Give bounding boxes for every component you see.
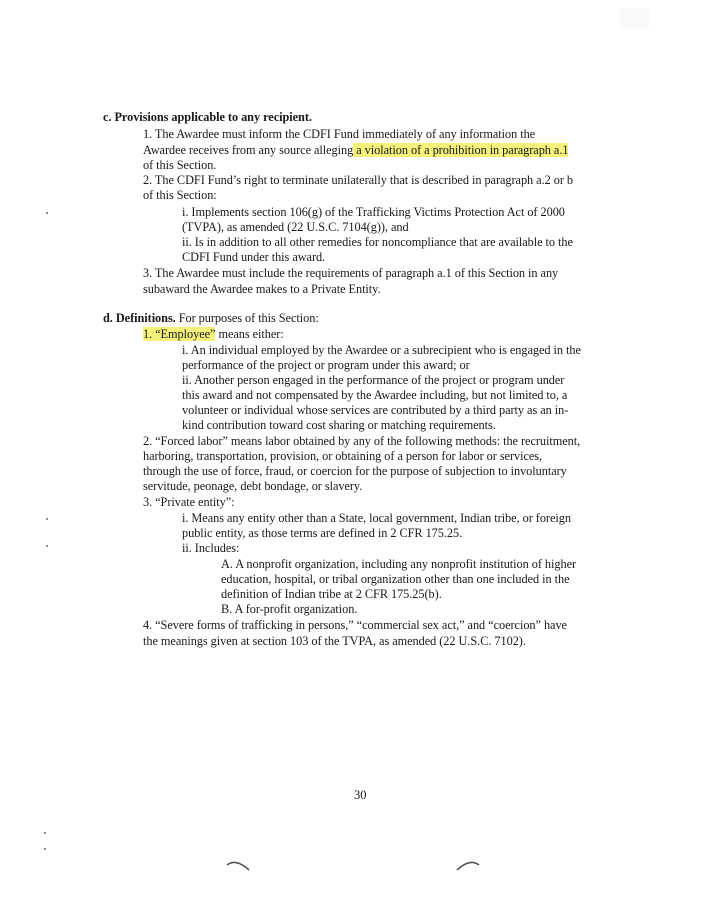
c-item2-ii-line2: CDFI Fund under this award. <box>182 250 326 264</box>
c-item2-line2: of this Section: <box>143 188 217 202</box>
d-item1-rest: means either: <box>215 327 284 341</box>
d-item1-i-line1: i. An individual employed by the Awardee or a subrecipient who is engaged in the <box>182 343 581 357</box>
scan-smudge <box>620 8 650 28</box>
scan-speck <box>46 212 48 214</box>
d-item1-ii-line4: kind contribution toward cost sharing or matching requirements. <box>182 418 496 432</box>
c-item2-i-line2: (TVPA), as amended (22 U.S.C. 7104(g)), and <box>182 220 409 234</box>
d-item3-A-line2: education, hospital, or tribal organization other than one included in the <box>221 572 570 586</box>
c-item3-line2: subaward the Awardee makes to a Private Entity. <box>143 282 381 296</box>
c-item3-line1: 3. The Awardee must include the requirements of paragraph a.1 of this Section in any <box>143 266 559 280</box>
section-d-heading <box>103 311 319 326</box>
scan-speck <box>46 518 48 520</box>
d-item3-B-line: B. A for-profit organization. <box>221 602 358 616</box>
d-item1-line <box>143 327 284 342</box>
section-c-heading: c. Provisions applicable to any recipient. <box>103 110 312 124</box>
scan-speck <box>44 848 46 850</box>
d-item1-ii-line3: volunteer or individual whose services are contributed by a third party as an in- <box>182 403 569 417</box>
d-item1-i-line2: performance of the project or program under this award; or <box>182 358 470 372</box>
d-item3-A-line3: definition of Indian tribe at 2 CFR 175.25(b). <box>221 587 442 601</box>
binder-hole-shadow <box>456 858 480 872</box>
d-item2-line4: servitude, peonage, debt bondage, or slavery. <box>143 479 363 493</box>
c-item2-line1: 2. The CDFI Fund’s right to terminate unilaterally that is described in paragraph a.2 or b <box>143 173 574 187</box>
binder-hole-shadow <box>226 858 250 872</box>
c-item1-line2 <box>143 143 568 158</box>
d-item1-ii-line1: ii. Another person engaged in the performance of the project or program under <box>182 373 565 387</box>
scan-speck <box>46 545 48 547</box>
c-item1-line3: of this Section. <box>143 158 217 172</box>
d-item3-i-line1: i. Means any entity other than a State, local government, Indian tribe, or foreign <box>182 511 571 525</box>
d-item3-A-line1: A. A nonprofit organization, including any nonprofit institution of higher <box>221 557 577 571</box>
d-item3-ii-line: ii. Includes: <box>182 541 240 555</box>
d-item2-line2: harboring, transportation, provision, or obtaining of a person for labor or services, <box>143 449 543 463</box>
c-item2-i-line1: i. Implements section 106(g) of the Trafficking Victims Protection Act of 2000 <box>182 205 565 219</box>
c-item1-line1: 1. The Awardee must inform the CDFI Fund immediately of any information the <box>143 127 536 141</box>
c-item2-ii-line1: ii. Is in addition to all other remedies for noncompliance that are available to the <box>182 235 573 249</box>
d-item4-line2: the meanings given at section 103 of the TVPA, as amended (22 U.S.C. 7102). <box>143 634 526 648</box>
highlighted-term: 1. “Employee” <box>143 327 216 341</box>
page-number: 30 <box>354 788 367 802</box>
c-item1-line2-text: Awardee receives from any source alleging <box>143 143 354 157</box>
d-item2-line3: through the use of force, fraud, or coercion for the purpose of subjection to involuntary <box>143 464 567 478</box>
d-item1-ii-line2: this award and not compensated by the Awardee including, but not limited to, a <box>182 388 568 402</box>
section-d-heading-bold: d. Definitions. <box>103 311 176 325</box>
d-item4-line1: 4. “Severe forms of trafficking in persons,” “commercial sex act,” and “coercion” have <box>143 618 567 632</box>
d-item3-line: 3. “Private entity”: <box>143 495 235 509</box>
d-item3-i-line2: public entity, as those terms are defined in 2 CFR 175.25. <box>182 526 463 540</box>
section-d-heading-rest: For purposes of this Section: <box>175 311 319 325</box>
d-item2-line1: 2. “Forced labor” means labor obtained by any of the following methods: the recruitment, <box>143 434 581 448</box>
scan-speck <box>44 832 46 834</box>
highlighted-text: a violation of a prohibition in paragraph a.1 <box>353 143 569 157</box>
